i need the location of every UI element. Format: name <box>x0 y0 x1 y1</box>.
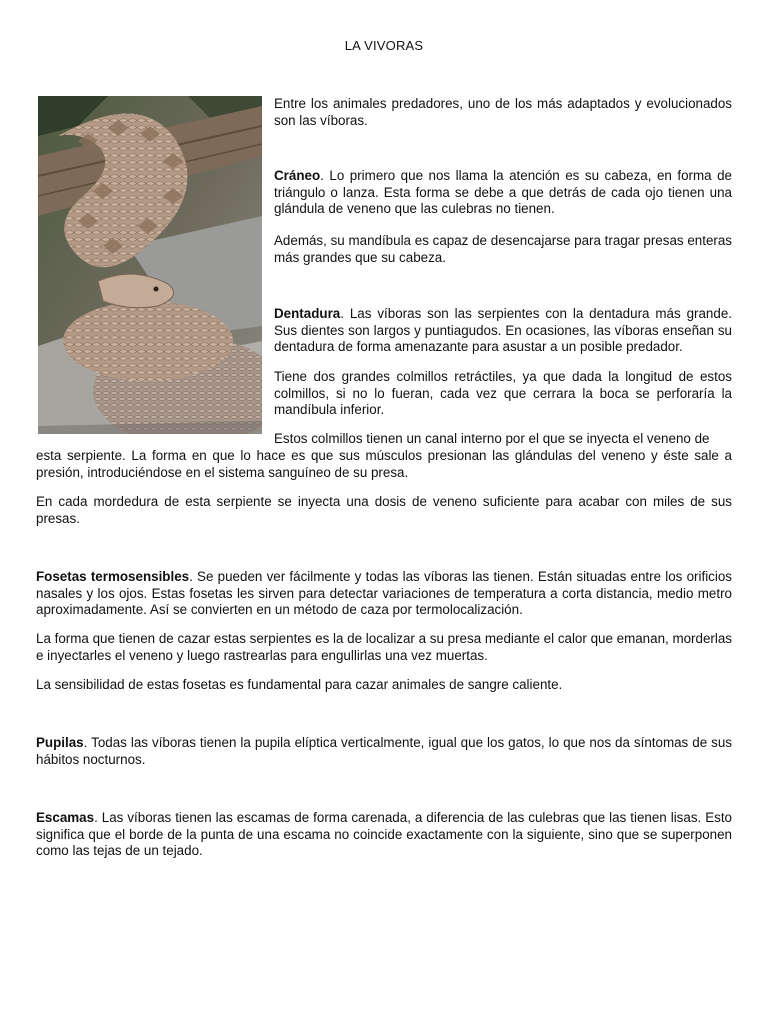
rattlesnake-photo <box>38 96 262 434</box>
fosetas-p2: La forma que tienen de cazar estas serpientes es la de localizar a su presa mediante el calor que emanan, morderlas e inyectarles el veneno y luego rastrearlas para engullirlas una vez muertas. <box>36 631 732 663</box>
snake-image <box>38 96 262 434</box>
dentadura-p4: En cada mordedura de esta serpiente se inyecta una dosis de veneno suficiente para acabar con miles de sus presas. <box>36 494 732 526</box>
dentadura-heading: Dentadura <box>274 306 341 321</box>
dentadura-p3b: esta serpiente. La forma en que lo hace es que sus músculos presionan las glándulas del veneno y éste sale a presión, introduciéndose en el sistema sanguíneo de su presa. <box>36 448 732 480</box>
fosetas-heading: Fosetas termosensibles <box>36 569 190 584</box>
pupilas-text: . Todas las víboras tienen la pupila elíptica verticalmente, igual que los gatos, lo que nos da síntomas de sus hábitos nocturnos. <box>36 735 732 767</box>
dentadura-paragraph <box>274 306 732 356</box>
craneo-heading: Cráneo <box>274 168 321 183</box>
escamas-text: . Las víboras tienen las escamas de forma carenada, a diferencia de las culebras que las tienen lisas. Esto significa que el borde de la punta de una escama no coincide exactamente con la siguiente, sino que se superponen como las tejas de un tejado. <box>36 810 732 859</box>
dentadura-text: . Las víboras son las serpientes con la dentadura más grande. Sus dientes son largos y puntiagudos. En ocasiones, las víboras enseñan su dentadura de forma amenazante para asustar a un posible predador. <box>274 306 732 355</box>
craneo-paragraph <box>274 168 732 218</box>
escamas-heading: Escamas <box>36 810 95 825</box>
page-title: LA VIVORAS <box>344 38 424 53</box>
intro-paragraph: Entre los animales predadores, uno de los más adaptados y evolucionados son las víboras. <box>274 96 732 128</box>
pupilas-heading: Pupilas <box>36 735 84 750</box>
fosetas-paragraph <box>36 569 732 619</box>
fosetas-p3: La sensibilidad de estas fosetas es fundamental para cazar animales de sangre caliente. <box>36 677 563 692</box>
dentadura-p3a: Estos colmillos tienen un canal interno por el que se inyecta el veneno de <box>274 431 710 446</box>
escamas-paragraph <box>36 810 732 860</box>
fosetas-text: . Se pueden ver fácilmente y todas las víboras las tienen. Están situadas entre los orificios nasales y los ojos. Estas fosetas les sirven para detectar variaciones de temperatura a corta distancia, medio metro aproximadamente. Así se convierten en un método de caza por termolocalización. <box>36 569 732 618</box>
dentadura-p2: Tiene dos grandes colmillos retráctiles, ya que dada la longitud de estos colmillos, si no lo fueran, cada vez que cerrara la boca se perforaría la mandíbula inferior. <box>274 369 732 418</box>
pupilas-paragraph <box>36 735 732 768</box>
craneo-text: . Lo primero que nos llama la atención es su cabeza, en forma de triángulo o lanza. Esta forma se debe a que detrás de cada ojo tienen una glándula de veneno que las culebras no tienen. <box>274 168 732 217</box>
craneo-extra-paragraph: Además, su mandíbula es capaz de desencajarse para tragar presas enteras más grandes que su cabeza. <box>274 233 732 265</box>
